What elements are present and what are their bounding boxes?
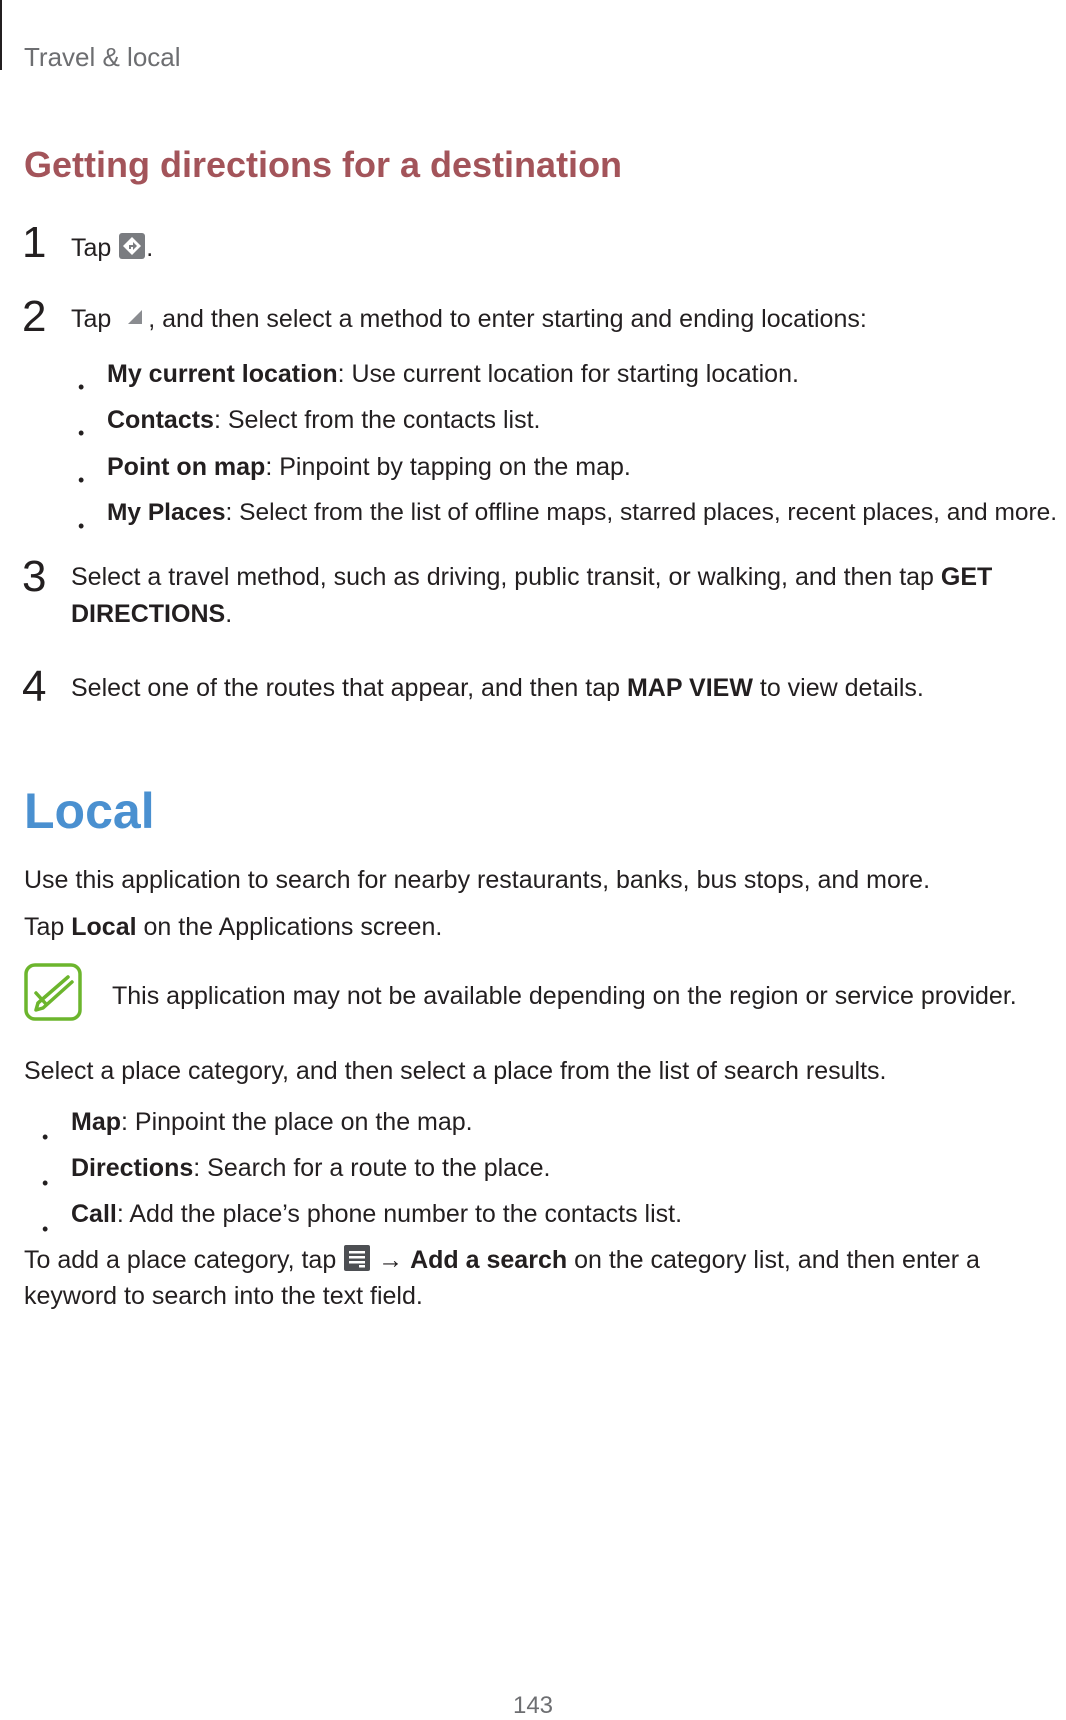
step-1-text: Tap . bbox=[71, 232, 153, 267]
directions-icon bbox=[118, 232, 146, 267]
list-item: My Places: Select from the list of offline maps, starred places, recent places, and more. bbox=[107, 499, 1058, 526]
list-item: Point on map: Pinpoint by tapping on the map. bbox=[107, 453, 631, 481]
bullet: • bbox=[78, 470, 85, 490]
step-3-text-cont: DIRECTIONS. bbox=[71, 600, 233, 628]
route-corner-icon bbox=[118, 306, 148, 335]
bullet: • bbox=[78, 377, 85, 397]
section-title-local: Local bbox=[24, 783, 155, 839]
note-text: This application may not be available depending on the region or service provider. bbox=[112, 982, 1017, 1010]
bullet: • bbox=[42, 1173, 49, 1193]
bullet: • bbox=[42, 1127, 49, 1147]
step-number: 2 bbox=[22, 292, 47, 341]
step-3-text: Select a travel method, such as driving, public transit, or walking, and then tap GET bbox=[71, 563, 993, 591]
bullet: • bbox=[78, 516, 85, 536]
select-text: Select a place category, and then select a place from the list of search results. bbox=[24, 1057, 887, 1085]
add-category-text: To add a place category, tap → Add a search on the category list, and then enter a bbox=[24, 1244, 980, 1279]
running-header: Travel & local bbox=[24, 42, 181, 72]
section-title-directions: Getting directions for a destination bbox=[24, 144, 623, 185]
intro-text: Use this application to search for nearby restaurants, banks, bus stops, and more. bbox=[24, 866, 931, 894]
add-category-text-cont: keyword to search into the text field. bbox=[24, 1282, 423, 1310]
list-item: My current location: Use current location for starting location. bbox=[107, 360, 799, 388]
check-note-icon bbox=[24, 963, 82, 1021]
step-number: 3 bbox=[22, 552, 47, 601]
list-item: Directions: Search for a route to the place. bbox=[71, 1154, 551, 1182]
list-item: Map: Pinpoint the place on the map. bbox=[71, 1108, 473, 1136]
bullet: • bbox=[78, 423, 85, 443]
menu-icon bbox=[343, 1244, 371, 1279]
bullet: • bbox=[42, 1219, 49, 1239]
step-4-text: Select one of the routes that appear, and then tap MAP VIEW to view details. bbox=[71, 674, 924, 702]
step-2-text: Tap , and then select a method to enter starting and ending locations: bbox=[71, 305, 867, 333]
tap-local-text: Tap Local on the Applications screen. bbox=[24, 913, 443, 941]
list-item: Contacts: Select from the contacts list. bbox=[107, 406, 541, 434]
step-number: 4 bbox=[22, 662, 47, 711]
page-number: 143 bbox=[512, 1692, 554, 1719]
list-item: Call: Add the place’s phone number to the contacts list. bbox=[71, 1200, 683, 1228]
step-number: 1 bbox=[22, 218, 47, 267]
margin-rule bbox=[0, 0, 2, 70]
